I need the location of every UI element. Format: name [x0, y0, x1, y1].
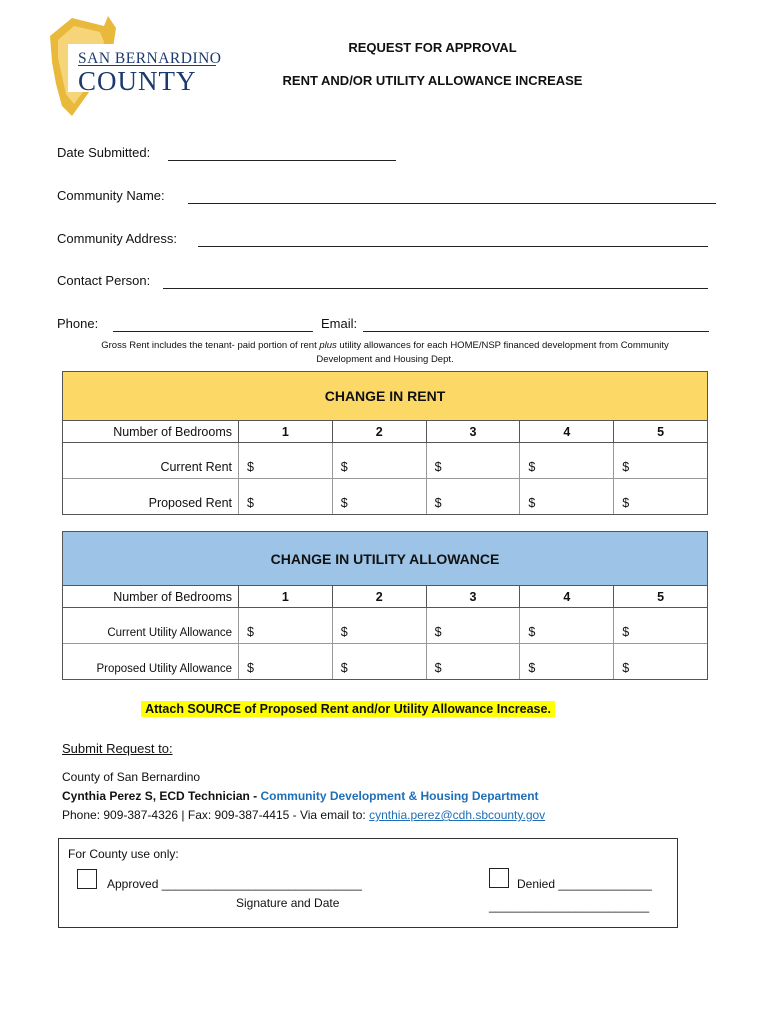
email-field[interactable]: [363, 331, 709, 332]
bedroom-col: 2: [333, 421, 427, 442]
utility-cell[interactable]: $: [427, 644, 521, 679]
community-name-label: Community Name:: [57, 188, 165, 203]
bedroom-col: 4: [520, 421, 614, 442]
table-row: [63, 644, 707, 679]
utility-table-title: CHANGE IN UTILITY ALLOWANCE: [63, 532, 707, 586]
utility-cell[interactable]: $: [622, 661, 630, 675]
denied-checkbox[interactable]: [489, 868, 509, 888]
utility-table: [62, 531, 708, 680]
utility-cell[interactable]: $: [333, 608, 427, 643]
rent-cell[interactable]: $: [427, 443, 521, 478]
community-address-field[interactable]: [198, 246, 708, 247]
utility-cell[interactable]: $: [239, 608, 333, 643]
logo-line1: SAN BERNARDINO: [78, 50, 222, 67]
rent-cell[interactable]: $: [520, 479, 614, 514]
rent-cell[interactable]: $: [622, 496, 630, 510]
rent-table: [62, 371, 708, 515]
phone-fax-line: Phone: 909-387-4326 | Fax: 909-387-4415 - Via email to: cynthia.perez@cdh.sbcounty.gov: [62, 808, 546, 822]
county-name: County of San Bernardino: [62, 770, 201, 784]
phone-label: Phone:: [57, 316, 99, 331]
utility-cell[interactable]: $: [520, 644, 614, 679]
rent-cell[interactable]: $: [622, 460, 630, 474]
email-link[interactable]: cynthia.perez@cdh.sbcounty.gov: [369, 808, 546, 822]
row-label: Current Rent: [63, 443, 239, 478]
bedroom-col: 1: [239, 586, 333, 607]
rent-header-row: [63, 421, 707, 443]
bedrooms-label: Number of Bedrooms: [63, 421, 239, 442]
table-row: [63, 608, 707, 644]
table-row: [63, 443, 707, 479]
form-title: REQUEST FOR APPROVAL: [348, 40, 517, 55]
county-use-box: [58, 838, 678, 928]
community-address-label: Community Address:: [57, 231, 177, 246]
gross-rent-note: Gross Rent includes the tenant- paid portion of rent plus utility allowances for each HOME/NSP financed development from Community Development and Housing Dept.: [101, 340, 669, 365]
approved-label: Approved ______________________________: [107, 877, 362, 891]
utility-cell[interactable]: $: [239, 644, 333, 679]
contact-line: Cynthia Perez S, ECD Technician - Community Development & Housing Department: [62, 789, 539, 803]
utility-cell[interactable]: $: [333, 644, 427, 679]
utility-cell[interactable]: $: [622, 625, 630, 639]
table-row: [63, 479, 707, 514]
bedroom-col: 3: [427, 421, 521, 442]
county-logo: [42, 14, 222, 120]
rent-cell[interactable]: $: [333, 479, 427, 514]
rent-cell[interactable]: $: [427, 479, 521, 514]
rent-cell[interactable]: $: [239, 479, 333, 514]
utility-cell[interactable]: $: [427, 608, 521, 643]
rent-table-title: CHANGE IN RENT: [63, 372, 707, 421]
rent-cell[interactable]: $: [333, 443, 427, 478]
contact-person-field[interactable]: [163, 288, 708, 289]
date-label: Date Submitted:: [57, 145, 151, 160]
bedroom-col: 5: [657, 589, 665, 604]
approved-checkbox[interactable]: [77, 869, 97, 889]
bedroom-col: 1: [239, 421, 333, 442]
bedroom-col: 3: [427, 586, 521, 607]
utility-cell[interactable]: $: [520, 608, 614, 643]
utility-header-row: [63, 586, 707, 608]
submit-heading: Submit Request to:: [62, 741, 173, 756]
community-name-field[interactable]: [188, 203, 716, 204]
rent-cell[interactable]: $: [520, 443, 614, 478]
email-label: Email:: [321, 316, 358, 331]
contact-person-label: Contact Person:: [57, 273, 151, 288]
bedroom-col: 5: [657, 424, 665, 439]
bedrooms-label: Number of Bedrooms: [63, 586, 239, 607]
denied-label: Denied ______________: [517, 877, 652, 891]
row-label: Proposed Utility Allowance: [63, 644, 239, 679]
phone-field[interactable]: [113, 331, 313, 332]
bedroom-col: 2: [333, 586, 427, 607]
attach-source-note: Attach SOURCE of Proposed Rent and/or Utility Allowance Increase.: [141, 701, 555, 717]
form-subtitle: RENT AND/OR UTILITY ALLOWANCE INCREASE: [282, 73, 583, 88]
date-field[interactable]: [168, 160, 396, 161]
bedroom-col: 4: [520, 586, 614, 607]
rent-cell[interactable]: $: [239, 443, 333, 478]
denied-signature-line: ________________________: [489, 899, 650, 913]
row-label: Proposed Rent: [63, 479, 239, 514]
signature-date-label: Signature and Date: [236, 896, 340, 910]
row-label: Current Utility Allowance: [63, 608, 239, 643]
logo-line2: COUNTY: [78, 66, 197, 96]
county-use-heading: For County use only:: [68, 847, 179, 861]
